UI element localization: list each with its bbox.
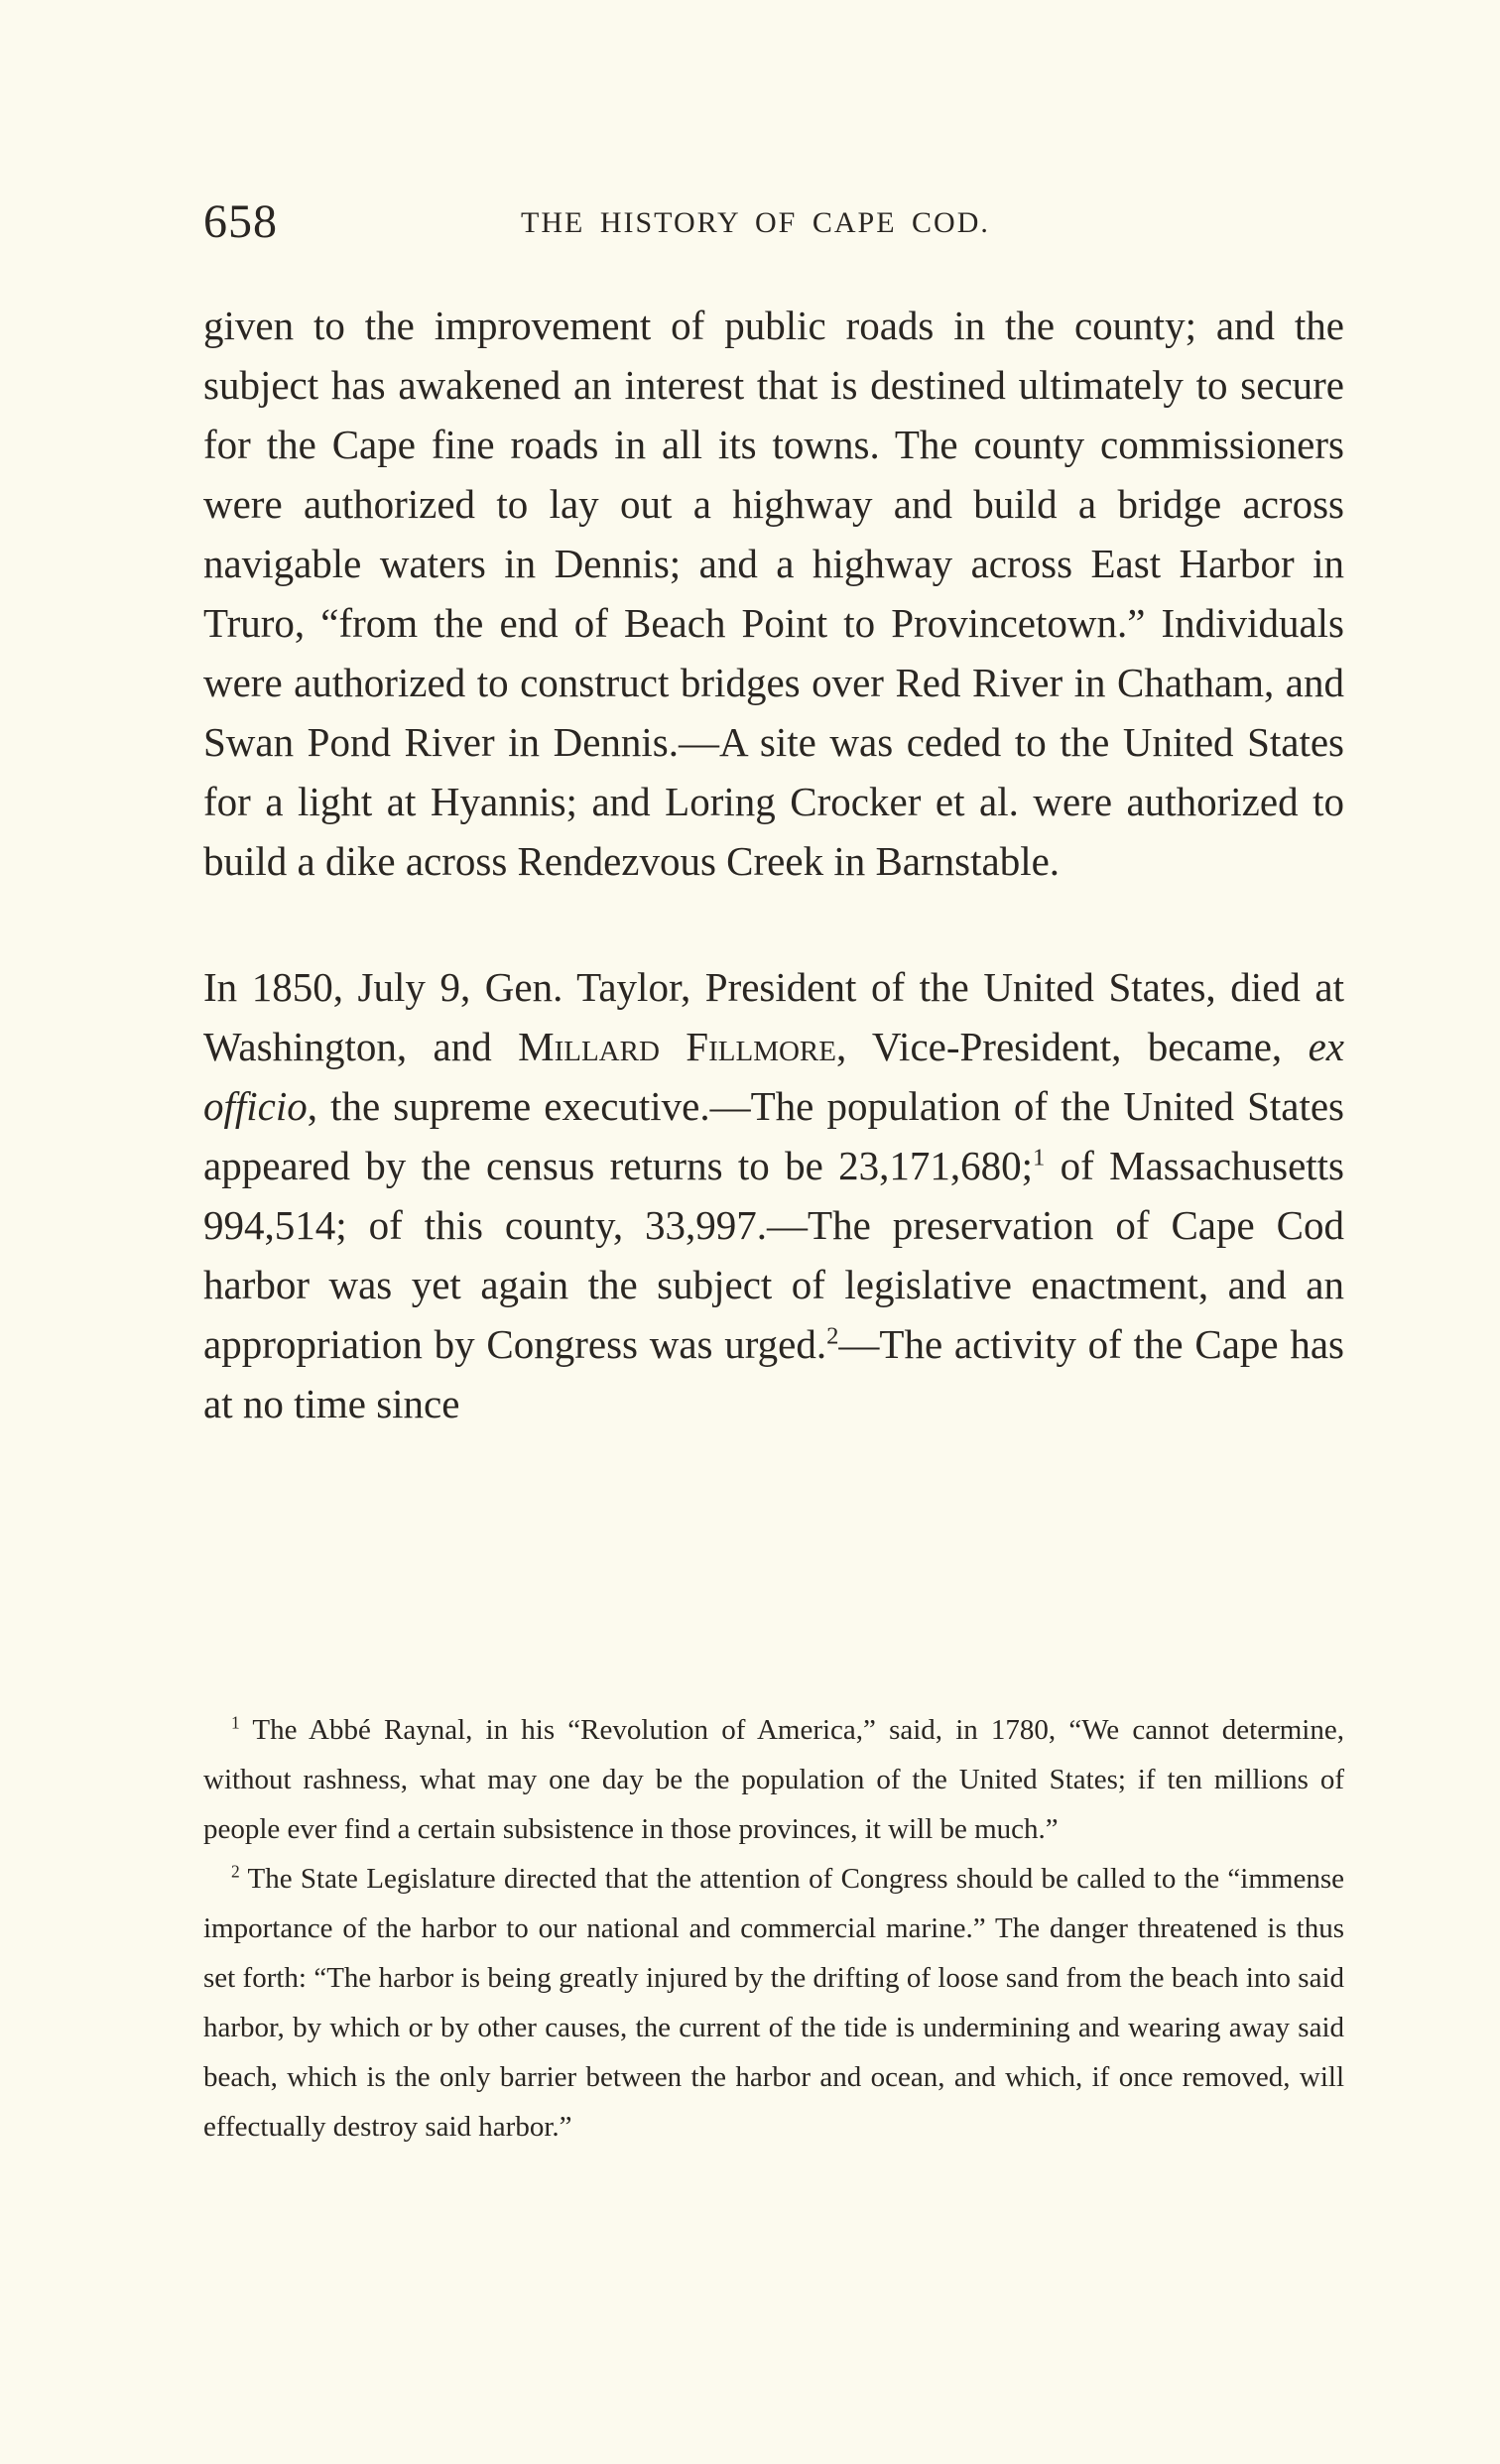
- paragraph-2-text-2: , Vice-President, became,: [835, 1024, 1309, 1069]
- running-head: THE HISTORY OF CAPE COD.: [521, 206, 990, 239]
- footnote-1: [203, 1705, 1344, 1854]
- body-text: [203, 296, 1344, 1433]
- paragraph-2-text-3: , the supreme executive.—The population of the United States appeared by the census returns to be 23,171,680;: [203, 1083, 1344, 1188]
- footnote-2: [203, 1854, 1344, 2152]
- page-number: 658: [203, 195, 278, 248]
- footnote-1-text: The Abbé Raynal, in his “Revolution of America,” said, in 1780, “We cannot determine, without rashness, what may one day be the population of the United States; if ten millions of people ever find a certain subsistence in those provinces, it will be much.”: [203, 1714, 1344, 1845]
- paragraph-2-text-4: of Massachusetts 994,514; of this county, 33,997.—The preservation of Cape Cod harbor was yet again the subject of legislative enactment, and an appropriation by Congress was urged.: [203, 1143, 1345, 1367]
- paragraph-2-text-1: In 1850, July 9, Gen. Taylor, President of the United States, died at Washington, and: [203, 964, 1344, 1069]
- name-millard-fillmore: Millard Fillmore: [518, 1024, 836, 1069]
- page-header: [203, 194, 1344, 254]
- paragraph-2: [203, 957, 1344, 1433]
- footnote-ref-1[interactable]: 1: [1033, 1144, 1046, 1171]
- footnote-2-text: The State Legislature directed that the attention of Congress should be called to the “immense importance of the harbor to our national and commercial marine.” The danger threatened is thus set forth: “The harbor is being greatly injured by the drifting of loose sand from the beach into said harbor, by which or by other causes, the current of the tide is undermining and wearing away said beach, which is the only barrier between the harbor and ocean, and which, if once removed, will effectually destroy said harbor.”: [203, 1863, 1344, 2143]
- paragraph-1: given to the improvement of public roads in the county; and the subject has awakened an interest that is destined ultimately to secure for the Cape fine roads in all its towns. The county commissioners were authorized to lay out a highway and build a bridge across navigable waters in Dennis; and a highway across East Harbor in Truro, “from the end of Beach Point to Provincetown.” Individuals were authorized to construct bridges over Red River in Chatham, and Swan Pond River in Dennis.—A site was ceded to the United States for a light at Hyannis; and Loring Crocker et al. were authorized to build a dike across Rendezvous Creek in Barnstable.: [203, 303, 1344, 884]
- footnote-marker-1: 1: [231, 1712, 240, 1733]
- footnote-ref-2[interactable]: 2: [826, 1322, 839, 1350]
- paragraph-2-text-5: —The activity of the Cape has at no time since: [203, 1321, 1344, 1426]
- footnotes: [203, 1705, 1344, 2152]
- footnote-marker-2: 2: [231, 1861, 240, 1882]
- latin-phrase: ex officio: [203, 1024, 1344, 1129]
